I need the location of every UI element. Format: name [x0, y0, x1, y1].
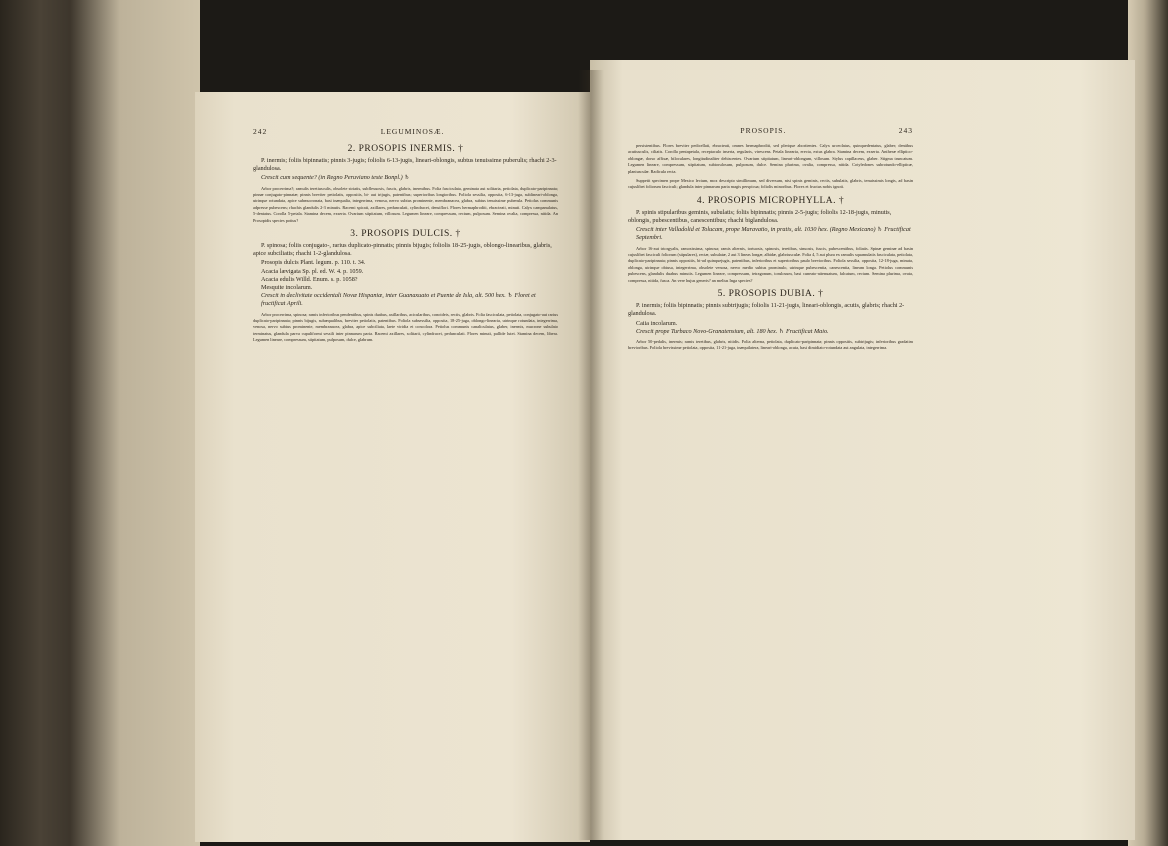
- page-stack-left: [0, 0, 200, 846]
- species-heading: 2. PROSOPIS INERMIS. †: [347, 144, 464, 154]
- page-number: 243: [898, 126, 913, 135]
- continued-description: persistentibus. Flores breviter pedicellati, ebracteati, omnes hermaphroditi, sed plerique abortientes. Calyx urceolatus, quinquedentatus, glaber; dentibus acutiusculis, ciliatis. Corolla pentapetala, receptaculo inserta, regularis, virescens. Petala linearia, erecta, extus glabra. Stamina decem, exserta. Antheræ elliptico-oblongæ, dorso affixæ, biloculares, longitudinaliter dehiscentes. Ovarium stipitatum, lineari-oblongum, villosum. Stylus capillaceus, glaber. Stigma truncatum. Legumen lineare, compressum, stipitatum, subtorulosum, pulposum, dulce. Semina plurima, ovalia, compressa, nitida. Cotyledones subrotundo-ellipticæ, planiusculæ. Radicula recta.: [628, 143, 913, 174]
- species-diagnosis: P. spinosa; foliis conjugato-, rarius duplicato-pinnatis; pinnis bijugis; foliolis 18-25-jugis, oblongo-linearibus, glabris, apice subciliatis; rhachi 1-2-glandulosa.: [253, 242, 552, 258]
- species-description: Arbor procerrima?; ramulis teretiusculis, obsolete striatis, subflexuosis, fuscis, glabris, inermibus. Folia fasciculata, geminata aut solitaria, petiolata, duplicato-paripinnata; pinnæ conjugato-pinnatæ; pinnis breviter petiolatis, oppositis, bi- aut trijugis, patentibus; superioribus longioribus. Foliola sessilia, opposita, 6-13-juga, sublineari-oblonga, utrinque rotundata, apice submucronata, basi inæqualia, integerrima, venosa, nervo subtus prominente, membranacea, glabra, subtus tenuissime puberula. Petiolus communis adpresse pubescens; rhachis glandulis 2-3 minutis. Racemi spicati, axillares, pedunculati, cylindracei, densiflori. Flores hermaphroditi, ebracteati, minuti. Calyx campanulatus, 5-dentatus. Corolla 5-petala. Stamina decem, exserta. Ovarium stipitatum, villosum. Legumen lineare, compressum, rectum, pulposum. Semina ovalia, compressa, nitida. An Prosopidis species potius?: [253, 185, 558, 223]
- synonym: Caiia incolarum.: [636, 319, 678, 327]
- species-note: Crescit inter Valladolid et Tolucam, prope Maravatio, in pratis, alt. 1030 hex. (Regno Mexicano) ♄ Fructificat Septembri.: [636, 226, 911, 242]
- right-page: [590, 60, 1135, 840]
- species-note: Crescit prope Turbaco Novo-Granatensium, alt. 180 hex. ♄ Fructificat Maio.: [636, 327, 829, 335]
- synonym: Acacia lævigata Sp. pl. ed. W. 4. p. 1059.: [261, 267, 364, 275]
- page-number: 242: [253, 127, 268, 136]
- synonym: Prosopis dulcis Plant. legum. p. 110. t. 34.: [261, 259, 366, 267]
- species-diagnosis: P. inermis; foliis bipinnatis; pinnis 3-jugis; foliolis 6-13-jugis, lineari-oblongis, subtus tenuissime puberulis; rhachi 2-3-glandulosa.: [253, 157, 557, 173]
- species-diagnosis: P. spinis stipularibus geminis, subulatis; foliis bipinnatis; pinnis 2-5-jugis; foliolis 12-18-jugis, minutis, oblongis, pubescentibus, canescentibus; rhachi biglandulosa.: [628, 208, 892, 225]
- species-heading: 5. PROSOPIS DUBIA. †: [717, 289, 824, 300]
- running-title: LEGUMINOSÆ.: [380, 127, 445, 136]
- species-description: Arbor procerrima, spinosa; ramis inferioribus pendentibus, spinis duabus, axillaribus, acicularibus, conoideis, rectis, glabris. Folia fasciculata, petiolata, conjugato-aut rarius duplicato-paripinnata; pinnis bijugis, subæqualibus, breviter petiolatis, patentibus. Foliola subsessilia, opposita, 18-25-juga, oblongo-linearia, utrinque rotundata, integerrima, venosa, nervo subtus prominente, membranacea, glabra, apice subciliata, laete viridia et concolora. Petiolus communis canaliculatus, glaber, inermis, mucrone subulato terminatus, glandula parva cupuliformi sessili inter pinnarum paria. Racemi axillares, solitarii, cylindracei, pedunculati. Flores minuti, pallide lutei. Stamina decem, libera. Legumen lineare, compressum, stipitatum, pulposum, dulce, glabrum.: [253, 311, 558, 343]
- running-title: PROSOPIS.: [740, 126, 787, 135]
- supplementary-note: Suppetit specimen prope Mexico lectum, mox descripto simillimum, sed diversum, nisi spinis geminis, rectis, subulatis, glabris, tenuissimis longis, ad basin cujuslibet foliorum fasciculi; glandula inter pinnarum paria magis perspicua; foliolis minoribus. Flores et fructus nobis ignoti.: [628, 178, 913, 190]
- left-running-head: [253, 127, 558, 136]
- synonym: Mesquite incolarum.: [261, 284, 313, 292]
- species-description: Arbor 50-pedalis, inermis; ramis teretibus, glabris, nitidis. Folia alterna, petiolata, duplicato-paripinnata; pinnis oppositis, subtrijugis; inferioribus gradatim brevioribus. Foliola brevissime petiolata, opposita, 11-21-juga, inæquilatera, lineari-oblonga, acuta, basi dimidiato-rotundata aut angulata, integerrima.: [628, 338, 913, 351]
- species-heading: 4. PROSOPIS MICROPHYLLA. †: [696, 195, 845, 206]
- right-running-head: [628, 126, 913, 135]
- left-page: [195, 92, 590, 842]
- species-note: Crescit cum sequente? (in Regno Peruviano teste Bonpl.) ♄: [261, 174, 410, 182]
- book-gutter: [578, 70, 604, 840]
- species-heading: 3. PROSOPIS DULCIS. †: [350, 229, 461, 240]
- species-note: Crescit in declivitate occidentali Novæ Hispaniæ, inter Guanaxuato et Puente de Isla, alt. 500 hex. ♄ Floret et fructificat Aprili.: [261, 292, 536, 308]
- species-diagnosis: P. inermis; foliis bipinnatis; pinnis subtrijugis; foliolis 11-21-jugis, lineari-oblongis, acutis, glabris; rhachi 2-glandulosa.: [628, 302, 905, 318]
- synonym: Acacia edulis Willd. Enum. s. p. 1058?: [261, 275, 358, 283]
- species-description: Arbor 16-aut triorgyalis, ramosissima, spinosa; ramis alternis, tortuosis, spinosis, teretibus, sinuosis, fuscis, pubescentibus, foliatis. Spinæ geminæ ad basin cujuslibet fasciculi foliorum (stipulares), rectæ, subulatæ, 2 aut 3 lineas longæ, albidæ, glabriusculæ. Folia 4, 5 aut plura ex ramulis squamulatis fasciculata, petiolata, duplicato-paripinnata; pinnis oppositis, bi-ad quinquejugis, patentibus, inferioribus et superioribus paulo brevioribus. Foliola sessilia, opposita, 12-18-juga, minuta, oblonga, utrinque obtusa, integerrima, obsolete venosa, nervo medio subtus prominulo, utrinque pubescentia, canescentia, lineam longa. Petiolus communis pubescens, glandulis duabus minutis. Legumen lineare, compressum, tetragonum, torulosum, basi cuneato-attenuatum, falcatum, rectum. Semina plurima, ovata, compressa, nitida, fusca. An vere hujus generis? an melius Inga species?: [628, 245, 913, 283]
